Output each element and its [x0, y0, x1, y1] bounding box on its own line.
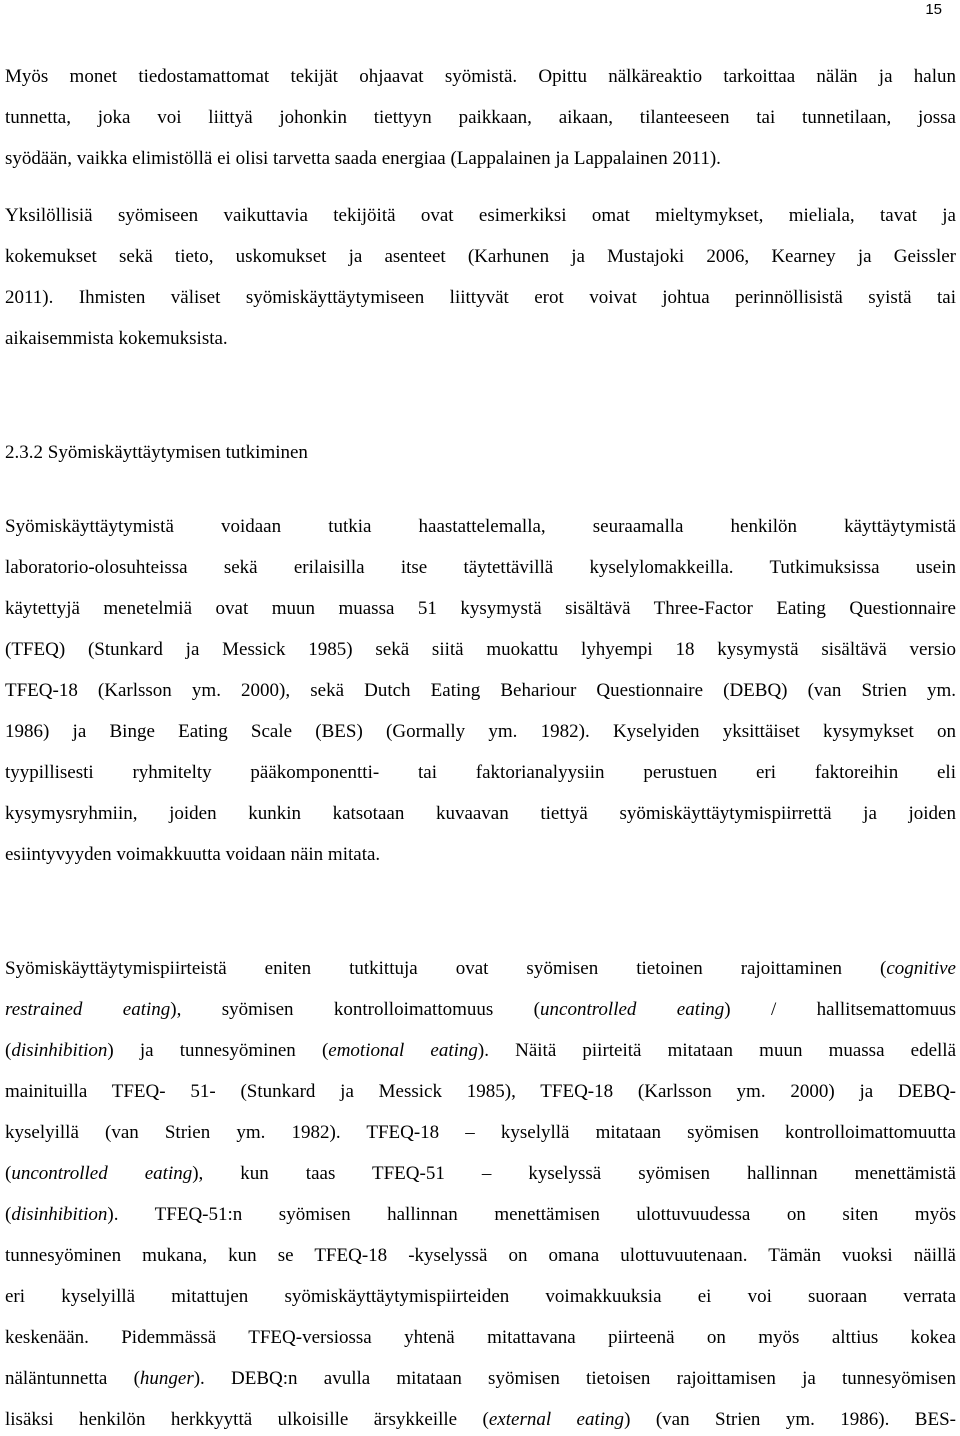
text-run: ) / hallitsemattomuus: [724, 999, 956, 1020]
italic-term: disinhibition: [11, 1040, 108, 1061]
italic-term: cognitive: [886, 958, 956, 979]
paragraph-3-line-7: tyypillisesti ryhmitelty pääkomponentti- tai faktorianalyysiin perustuen eri faktoreihin eli: [5, 762, 956, 783]
paragraph-3-line-9: esiintyvyyden voimakkuutta voidaan näin mitata.: [5, 844, 381, 865]
paragraph-4-line-4: mainituilla TFEQ- 51- (Stunkard ja Messick 1985), TFEQ-18 (Karlsson ym. 2000) ja DEBQ-: [5, 1081, 956, 1102]
text-run: (: [5, 1040, 12, 1061]
italic-term: hunger: [139, 1368, 194, 1389]
paragraph-3-line-8: kysymysryhmiin, joiden kunkin katsotaan kuvaavan tiettyä syömiskäyttäytymispiirrettä ja joiden: [5, 803, 956, 824]
paragraph-2-line-2: kokemukset sekä tieto, uskomukset ja asenteet (Karhunen ja Mustajoki 2006, Kearney ja Geissler: [5, 246, 956, 267]
paragraph-3-line-2: laboratorio-olosuhteissa sekä erilaisilla itse täytettävillä kyselylomakkeilla. Tutkimuksissa usein: [5, 557, 956, 578]
paragraph-4-line-8: tunnesyöminen mukana, kun se TFEQ-18 -kyselyssä on omana ulottuvuutenaan. Tämän vuoksi näillä: [5, 1245, 956, 1266]
paragraph-4-line-5: kyselyillä (van Strien ym. 1982). TFEQ-18 – kyselyllä mitataan syömisen kontrolloimattomuutta: [5, 1122, 956, 1143]
paragraph-2-line-4: aikaisemmista kokemuksista.: [5, 328, 228, 349]
paragraph-4-line-3: [5, 1039, 956, 1063]
page-number: 15: [925, 1, 942, 18]
paragraph-4-line-1: [5, 957, 956, 981]
paragraph-2-line-1: Yksilöllisiä syömiseen vaikuttavia tekijöitä ovat esimerkiksi omat mieltymykset, mieliala, tavat ja: [5, 205, 956, 226]
text-run: ). DEBQ:n avulla mitataan syömisen tietoisen rajoittamisen ja tunnesyömisen: [193, 1368, 956, 1389]
text-run: ) (van Strien ym. 1986). BES-: [624, 1409, 956, 1430]
paragraph-4-line-10: keskenään. Pidemmässä TFEQ-versiossa yhtenä mitattavana piirteenä on myös alttius kokea: [5, 1327, 956, 1348]
text-run: Syömiskäyttäytymispiirteistä eniten tutkittuja ovat syömisen tietoinen rajoittaminen (: [5, 958, 887, 979]
paragraph-4-line-11: [5, 1367, 956, 1391]
paragraph-3-line-4: (TFEQ) (Stunkard ja Messick 1985) sekä siitä muokattu lyhyempi 18 kysymystä sisältävä versio: [5, 639, 956, 660]
italic-term: emotional eating: [328, 1040, 478, 1061]
text-run: ), syömisen kontrolloimattomuus (: [170, 999, 541, 1020]
paragraph-1-line-1: Myös monet tiedostamattomat tekijät ohjaavat syömistä. Opittu nälkäreaktio tarkoittaa nälän ja halun: [5, 66, 956, 87]
text-run: näläntunnetta (: [5, 1368, 140, 1389]
paragraph-3-line-6: 1986) ja Binge Eating Scale (BES) (Gormally ym. 1982). Kyselyiden yksittäiset kysymykset on: [5, 721, 956, 742]
paragraph-3-line-5: TFEQ-18 (Karlsson ym. 2000), sekä Dutch Eating Behariour Questionnaire (DEBQ) (van Strien ym.: [5, 680, 956, 701]
text-run: ). Näitä piirteitä mitataan muun muassa edellä: [477, 1040, 956, 1061]
text-run: ). TFEQ-51:n syömisen hallinnan menettämisen ulottuvuudessa on siten myös: [107, 1204, 956, 1225]
paragraph-4-line-9: eri kyselyillä mitattujen syömiskäyttäytymispiirteiden voimakkuuksia ei voi suoraan verrata: [5, 1286, 956, 1307]
paragraph-3-line-1: Syömiskäyttäytymistä voidaan tutkia haastattelemalla, seuraamalla henkilön käyttäytymistä: [5, 516, 956, 537]
paragraph-4-line-6: [5, 1162, 956, 1186]
italic-term: uncontrolled eating: [11, 1163, 193, 1184]
italic-term: disinhibition: [11, 1204, 108, 1225]
italic-term: restrained eating: [5, 999, 171, 1020]
paragraph-1-line-2: tunnetta, joka voi liittyä johonkin tiettyyn paikkaan, aikaan, tilanteeseen tai tunnetilaan, jossa: [5, 107, 956, 128]
text-run: ) ja tunnesyöminen (: [107, 1040, 329, 1061]
text-run: lisäksi henkilön herkkyyttä ulkoisille ärsykkeille (: [5, 1409, 489, 1430]
paragraph-2-line-3: 2011). Ihmisten väliset syömiskäyttäytymiseen liittyvät erot voivat johtua perinnöllisistä syistä tai: [5, 287, 956, 308]
paragraph-4-line-12: [5, 1408, 956, 1432]
paragraph-3-line-3: käytettyjä menetelmiä ovat muun muassa 51 kysymystä sisältävä Three-Factor Eating Questionnaire: [5, 598, 956, 619]
paragraph-4-line-7: [5, 1203, 956, 1227]
text-run: ), kun taas TFEQ-51 – kyselyssä syömisen hallinnan menettämistä: [192, 1163, 956, 1184]
text-run: (: [5, 1204, 12, 1225]
italic-term: uncontrolled eating: [540, 999, 725, 1020]
section-heading: 2.3.2 Syömiskäyttäytymisen tutkiminen: [5, 442, 308, 463]
paragraph-1-line-3: syödään, vaikka elimistöllä ei olisi tarvetta saada energiaa (Lappalainen ja Lappalainen 2011).: [5, 148, 721, 169]
paragraph-4-line-2: [5, 998, 956, 1022]
text-run: (: [5, 1163, 12, 1184]
italic-term: external eating: [488, 1409, 625, 1430]
